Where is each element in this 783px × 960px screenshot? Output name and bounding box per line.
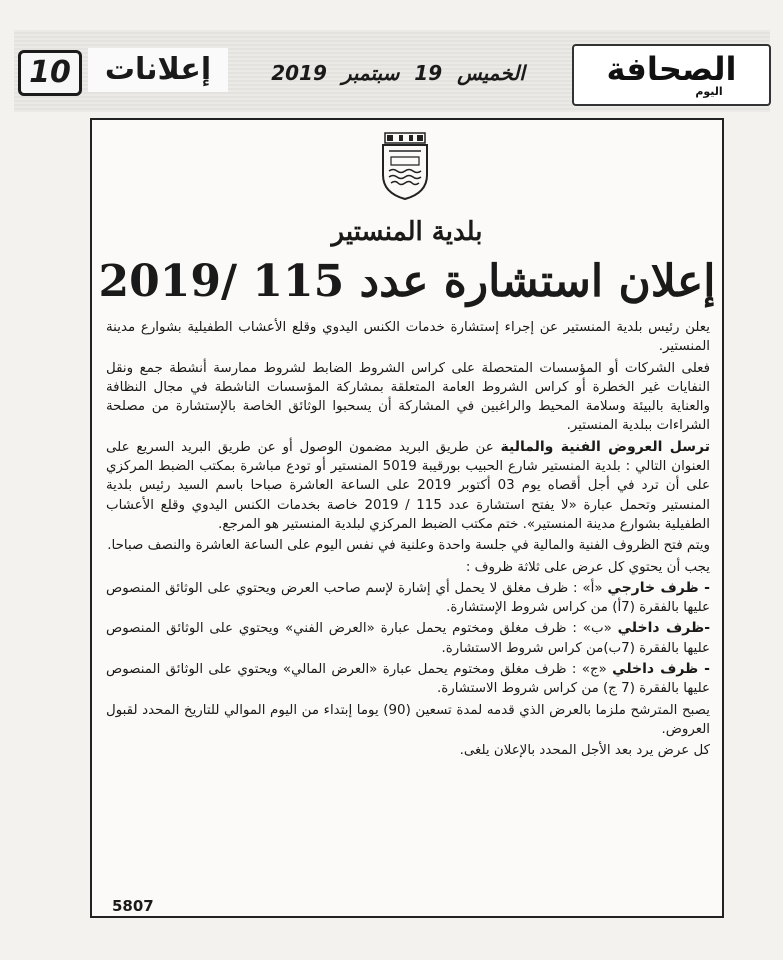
paragraph-submission: ترسل العروض الفنية والمالية عن طريق البريد مضمون الوصول أو عن طريق البريد السريع على العنوان التالي : بلدية المنستير شارع الحبيب بورقيبة 5019 المنستير أو تودع مباشرة بمكتب الضبط المركزي على أن ترد في أجل أقصاه يوم 03 أكتوبر 2019 على الساعة العاشرة صباحا باسم السيد رئيس بلدية المنستير وتحمل عبارة «لا يفتح استشارة عدد 115 / 2019 خاصة بخدمات الكنس اليدوي وقلع الأعشاب الطفيلية بشوارع مدينة المنستير». ختم مكتب الضبط المركزي لبلدية المنستير هو المرجع. <box>106 438 711 532</box>
issue-date-day: 19 <box>414 61 443 85</box>
paragraph-intro: يعلن رئيس بلدية المنستير عن إجراء إستشارة خدمات الكنس اليدوي وقلع الأعشاب الطفيلية بشوارع مدينة المنستير. <box>106 320 710 355</box>
paragraph-envelope-b: -ظرف داخلي «ب» : ظرف مغلق ومختوم يحمل عبارة «العرض الفني» ويحتوي على الوثائق المنصوص عليها بالفقرة (7ب)من كراس شروط الاستشارة. <box>106 620 711 656</box>
paragraph-eligibility: فعلى الشركات أو المؤسسات المتحصلة على كراس الشروط الضابط لشروط ممارسة أنشطة جمع ونقل النفايات غير الخطرة أو كراس الشروط العامة المتعلقة بمشاركة المؤسسات الناشطة في مجال النظافة والعناية بالبيئة وسلامة المحيط والراغبين في المشاركة أن يسحبوا الوثائق الخاصة بالإستشارة من مصلحة الشراءات ببلدية المنستير. <box>106 360 710 434</box>
reference-number: 5807 <box>112 897 154 915</box>
notice-body <box>106 318 710 763</box>
page-number: 10 <box>18 50 82 96</box>
newspaper-masthead <box>0 0 783 110</box>
paragraph-late-offers: كل عرض يرد بعد الأجل المحدد بالإعلان يلغى. <box>459 743 710 759</box>
issue-day: الخميس <box>457 61 525 85</box>
logo-text: الصحافة <box>606 50 737 88</box>
issue-date <box>238 58 558 88</box>
municipality-emblem-icon <box>379 129 431 201</box>
newspaper-logo <box>572 44 771 106</box>
paragraph-envelopes: يجب أن يحتوي كل عرض على ثلاثة ظروف : <box>465 559 710 575</box>
public-notice <box>90 118 724 918</box>
paragraph-validity: يصبح المترشح ملزما بالعرض الذي قدمه لمدة تسعين (90) يوما إبتداء من اليوم الموالي للتاريخ المحدد لقبول العروض. <box>106 702 710 737</box>
paragraph-envelope-a: - ظرف خارجي «أ» : ظرف مغلق لا يحمل أي إشارة لإسم صاحب العرض ويحتوي على الوثائق المنصوص عليها بالفقرة (7أ) من كراس شروط الإستشارة. <box>106 579 710 616</box>
section-title: إعلانات <box>88 48 228 92</box>
issue-year: 2019 <box>271 61 327 85</box>
notice-headline: إعلان استشارة عدد 115 /2019 <box>98 256 716 307</box>
paragraph-envelope-c: - ظرف داخلي «ج» : ظرف مغلق ومختوم يحمل عبارة «العرض المالي» ويحتوي على الوثائق المنصوص عليها بالفقرة (7 ج) من كراس شروط الاستشارة. <box>106 661 710 697</box>
organization-name: بلدية المنستير <box>331 217 483 247</box>
logo-subtext: اليوم <box>695 85 723 98</box>
paragraph-opening: ويتم فتح الظروف الفنية والمالية في جلسة واحدة وعلنية في نفس اليوم على الساعة العاشرة والنصف صباحا. <box>107 538 710 554</box>
issue-month: سبتمبر <box>341 61 400 85</box>
